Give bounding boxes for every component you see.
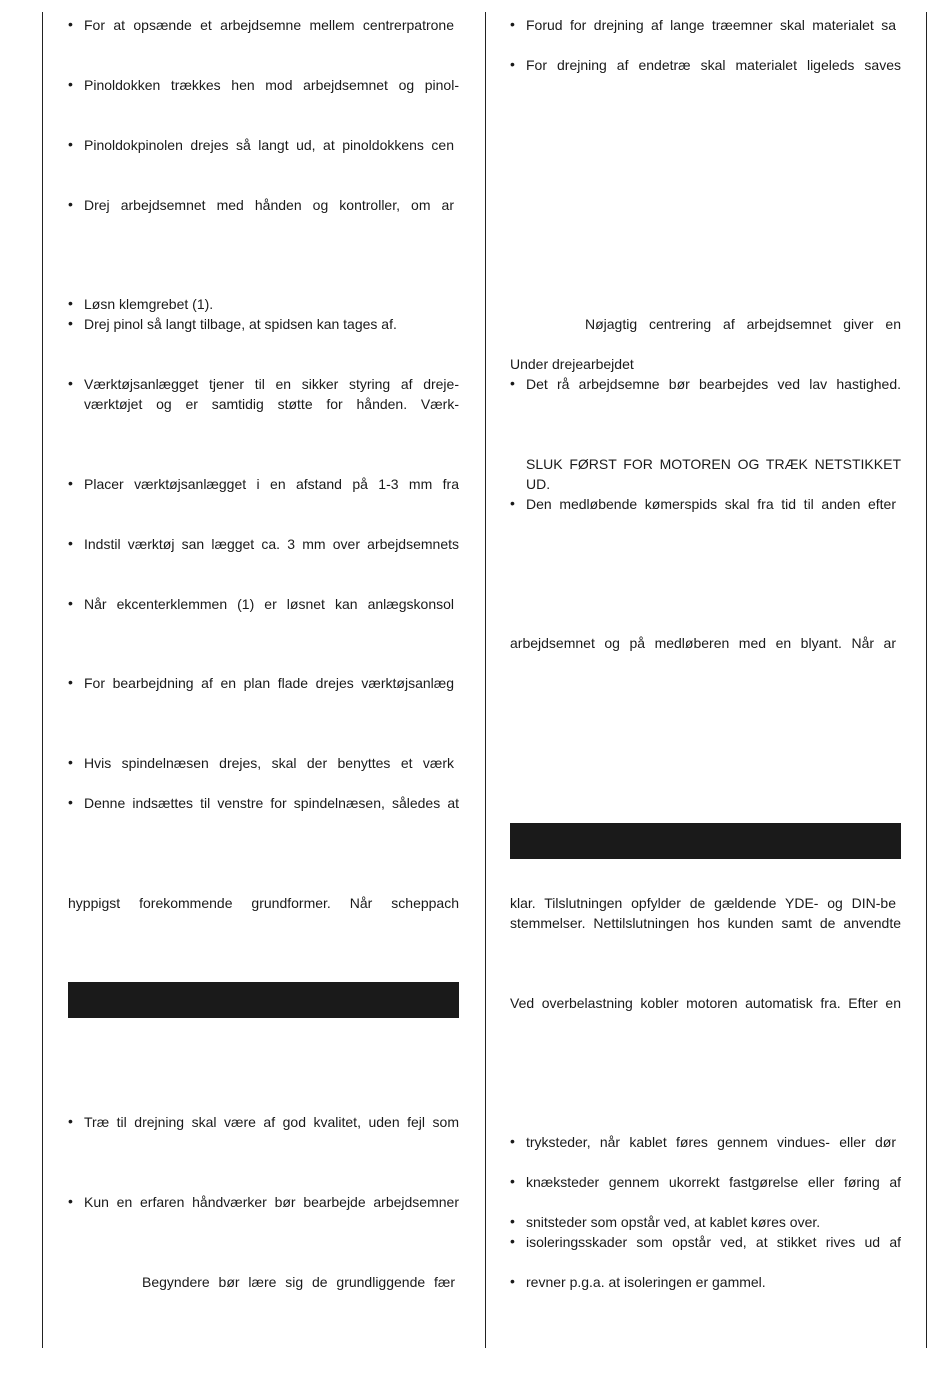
bullet: • (68, 535, 73, 551)
bullet: • (68, 136, 73, 152)
paragraph-line: Ved overbelastning kobler motoren automatisk fra. Efter en (510, 995, 901, 1011)
bullet: • (68, 295, 73, 311)
paragraph-line: arbejdsemnet og på medløberen med en blyant. Når ar (510, 635, 896, 651)
list-item: Hvis spindelnæsen drejes, skal der benyttes et værk (84, 755, 454, 771)
column-rule-left (42, 12, 43, 1348)
paragraph-line: Nøjagtig centrering af arbejdsemnet giver en (585, 316, 901, 332)
list-item: Drej pinol så langt tilbage, at spidsen kan tages af. (84, 316, 397, 332)
bullet: • (68, 76, 73, 92)
list-item: For bearbejdning af en plan flade drejes værktøjsanlæg (84, 675, 454, 691)
list-item: Placer værktøjsanlægget i en afstand på 1-3 mm fra (84, 476, 459, 492)
list-item-continuation: værktøjet og er samtidig støtte for hånden. Værk- (84, 396, 459, 412)
list-item: Værktøjsanlægget tjener til en sikker styring af dreje- (84, 376, 459, 392)
list-item: knæksteder gennem ukorrekt fastgørelse eller føring af (526, 1174, 901, 1190)
bullet: • (510, 1213, 515, 1229)
paragraph-line: stemmelser. Nettilslutningen hos kunden samt de anvendte (510, 915, 901, 931)
paragraph-line: hyppigst forekommende grundformer. Når scheppach (68, 895, 459, 911)
section-header-bar (68, 982, 459, 1018)
column-rule-middle (485, 12, 486, 1348)
list-item: revner p.g.a. at isoleringen er gammel. (526, 1274, 766, 1290)
list-item: tryksteder, når kablet føres gennem vindues- eller dør (526, 1134, 896, 1150)
bullet: • (68, 754, 73, 770)
bullet: • (510, 375, 515, 391)
list-item: Når ekcenterklemmen (1) er løsnet kan anlægskonsol (84, 596, 454, 612)
list-item: For at opsænde et arbejdsemne mellem centrerpatrone (84, 17, 454, 33)
list-item: Drej arbejdsemnet med hånden og kontroller, om ar (84, 197, 454, 213)
bullet: • (510, 16, 515, 32)
bullet: • (510, 1233, 515, 1249)
warning-line: SLUK FØRST FOR MOTOREN OG TRÆK NETSTIKKET (526, 456, 901, 472)
bullet: • (68, 196, 73, 212)
list-item: For drejning af endetræ skal materialet ligeleds saves (526, 57, 901, 73)
list-item: Pinoldokken trækkes hen mod arbejdsemnet og pinol- (84, 77, 459, 93)
bullet: • (68, 595, 73, 611)
paragraph-line: klar. Tilslutningen opfylder de gældende YDE- og DIN-be (510, 895, 896, 911)
bullet: • (510, 56, 515, 72)
list-item: Indstil værktøj san lægget ca. 3 mm over arbejdsemnets (84, 536, 459, 552)
column-rule-right (926, 12, 927, 1348)
bullet: • (510, 1173, 515, 1189)
section-header-bar (510, 823, 901, 859)
list-item: Forud for drejning af lange træemner skal materialet sa (526, 17, 896, 33)
bullet: • (510, 495, 515, 511)
list-item: Kun en erfaren håndværker bør bearbejde arbejdsemner (84, 1194, 459, 1210)
warning-line: UD. (526, 476, 551, 492)
bullet: • (68, 315, 73, 331)
paragraph-line: Begyndere bør lære sig de grundliggende fær (142, 1274, 455, 1290)
list-item: Træ til drejning skal være af god kvalitet, uden fejl som (84, 1114, 459, 1130)
list-item: snitsteder som opstår ved, at kablet køres over. (526, 1214, 821, 1230)
bullet: • (510, 1273, 515, 1289)
bullet: • (68, 794, 73, 810)
bullet: • (68, 674, 73, 690)
bullet: • (510, 1133, 515, 1149)
list-item: Det rå arbejdsemne bør bearbejdes ved lav hastighed. (526, 376, 901, 392)
list-item: Pinoldokpinolen drejes så langt ud, at pinoldokkens cen (84, 137, 454, 153)
bullet: • (68, 1193, 73, 1209)
bullet: • (68, 1113, 73, 1129)
list-item: Den medløbende kømerspids skal fra tid til anden efter (526, 496, 896, 512)
list-item: isoleringsskader som opstår ved, at stikket rives ud af (526, 1234, 901, 1250)
subheading: Under drejearbejdet (510, 356, 634, 372)
bullet: • (68, 475, 73, 491)
bullet: • (68, 375, 73, 391)
list-item: Løsn klemgrebet (1). (84, 296, 214, 312)
list-item: Denne indsættes til venstre for spindelnæsen, således at (84, 795, 459, 811)
bullet: • (68, 16, 73, 32)
